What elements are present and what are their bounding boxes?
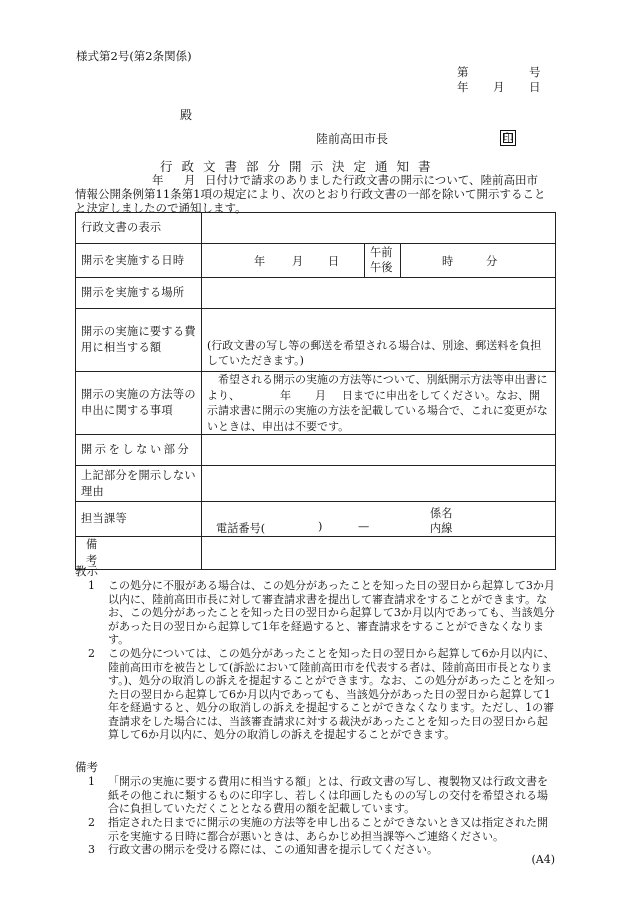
datetime-minute: 分 (486, 255, 498, 268)
number-dai: 第 (457, 65, 469, 79)
biko-item-1-text: 「開示の実施に要する費用に相当する額」とは、行政文書の写し、複製物又は行政文書を紙その他これに類するものに印字し、若しくは印画したものの写しの交付を希望される場合に負担していただくこととなる費用の額を記載しています。 (108, 775, 548, 815)
row-department (76, 502, 556, 537)
department-paren-close: ) (318, 520, 323, 533)
label-disclosure-datetime: 開示を実施する日時 (76, 244, 202, 278)
value-department (202, 502, 556, 537)
value-disclosure-place (202, 278, 556, 309)
date-month: 月 (493, 80, 505, 94)
intro-line-3: と決定しましたので通知します。 (75, 201, 247, 215)
date-day: 日 (529, 80, 541, 94)
kyoji-item-2 (88, 647, 556, 742)
datetime-pm: 午後 (370, 261, 393, 274)
datetime-year: 年 (254, 255, 266, 268)
label-document-display: 行政文書の表示 (76, 213, 202, 244)
row-disclosure-place (76, 278, 556, 309)
row-method-request (76, 372, 556, 435)
row-remarks (76, 537, 556, 570)
row-document-display (76, 213, 556, 244)
department-naisen: 内線 (430, 522, 453, 535)
label-department: 担当課等 (76, 502, 202, 537)
biko-item-1 (88, 775, 556, 816)
label-undisclosed-part: 開示をしない部分 (76, 435, 202, 466)
method-year: 年 (280, 388, 291, 402)
ampm-divider-left (364, 244, 365, 277)
datetime-hour: 時 (442, 255, 454, 268)
method-text-b: 日までに申出をしてください。なお、開示請求書に開示の実施の方法を記載している場合で、これに変更がないときは、申出は不要です。 (207, 388, 548, 433)
kyoji-heading: 教示 (75, 564, 98, 578)
value-undisclosed-part (202, 435, 556, 466)
value-undisclosed-reason (202, 466, 556, 502)
biko-item-3-text: 行政文書の開示を受ける際には、この通知書を提示してください。 (108, 843, 438, 856)
label-disclosure-fee: 開示の実施に要する費用に相当する額 (76, 309, 202, 372)
kyoji-item-2-number: 2 (88, 647, 95, 660)
kyoji-item-1 (88, 579, 556, 647)
fee-postage-note: (行政文書の写し等の郵送を希望される場合は、別途、郵送料を負担していただきます。) (207, 339, 542, 367)
datetime-month: 月 (292, 255, 304, 268)
decision-table (75, 212, 556, 570)
value-disclosure-datetime (202, 244, 556, 278)
addressee-suffix: 殿 (180, 108, 193, 122)
row-undisclosed-reason (76, 466, 556, 502)
biko-item-3 (88, 843, 556, 857)
datetime-day: 日 (328, 255, 340, 268)
department-kakari: 係名 (430, 507, 453, 520)
row-disclosure-fee (76, 309, 556, 372)
row-disclosure-datetime (76, 244, 556, 278)
row-undisclosed-part (76, 435, 556, 466)
kyoji-item-2-text: この処分については、この処分があったことを知った日の翌日から起算して6か月以内に、陸前高田市を被告として(訴訟において陸前高田市を代表する者は、陸前高田市長となります。)、処分の取消しの訴えを提起することができます。なお、この処分があったことを知った日の翌日から起算して6か月以内であっても、当該処分があった日の翌日から起算して1年を経過すると、処分の取消しの訴えを提起することができなくなります。ただし、1の審査請求をした場合には、当該審査請求に対する裁決があったことを知った日の翌日から起算して6か月以内に、処分の取消しの訴えを提起することができます。 (108, 647, 556, 741)
biko-item-1-number: 1 (88, 775, 95, 788)
biko-item-2 (88, 816, 556, 843)
biko-item-2-text: 指定された日までに開示の実施の方法等を申し出ることができないとき又は指定された開示を実施する日時に都合が悪いときは、あらかじめ担当課等へご連絡ください。 (108, 816, 548, 843)
kyoji-item-1-number: 1 (88, 579, 95, 592)
seal-mark: 印 (500, 130, 516, 146)
paper-size-label: (A4) (531, 853, 555, 866)
kyoji-item-1-text: この処分に不服がある場合は、この処分があったことを知った日の翌日から起算して3か月以内に、陸前高田市長に対して審査請求書を提出して審査請求をすることができます。なお、この処分があったことを知った日の翌日から起算して3か月以内であっても、当該処分があった日の翌日から起算して1年を経過すると、審査請求をすることができなくなります。 (108, 579, 555, 646)
intro-paragraph (75, 173, 555, 215)
number-go: 号 (529, 65, 541, 79)
ampm-divider-right (400, 244, 401, 277)
document-title: 行政文書部分開示決定通知書 (160, 159, 440, 174)
department-dash: — (358, 520, 370, 533)
datetime-am: 午前 (370, 246, 393, 259)
department-phone: 電話番号( (216, 522, 266, 535)
intro-line-1 (75, 173, 555, 187)
biko-heading: 備考 (75, 760, 98, 774)
biko-item-3-number: 3 (88, 843, 95, 856)
biko-item-2-number: 2 (88, 816, 95, 829)
label-undisclosed-reason: 上記部分を開示しない理由 (76, 466, 202, 502)
date-year: 年 (457, 80, 469, 94)
issuer-name: 陸前高田市長 (316, 132, 389, 146)
label-method-request: 開示の実施の方法等の申出に関する事項 (76, 372, 202, 435)
method-month: 月 (315, 388, 326, 402)
label-remarks: 備考 (76, 537, 202, 570)
form-number: 様式第2号(第2条関係) (76, 49, 192, 63)
label-disclosure-place: 開示を実施する場所 (76, 278, 202, 309)
value-remarks (202, 537, 556, 570)
value-document-display (202, 213, 556, 244)
value-method-request (202, 372, 556, 435)
value-disclosure-fee (202, 309, 556, 372)
intro-line-2: 情報公開条例第11条第1項の規定により、次のとおり行政文書の一部を除いて開示すること (75, 187, 546, 201)
intro-month: 月 (184, 173, 196, 187)
intro-line1-text: 日付けで請求のありました行政文書の開示について、陸前高田市 (205, 173, 539, 187)
method-text-a: 希望される開示の実施の方法等について、別紙開示方法等申出書により、 (207, 373, 548, 402)
intro-year: 年 (152, 173, 164, 187)
